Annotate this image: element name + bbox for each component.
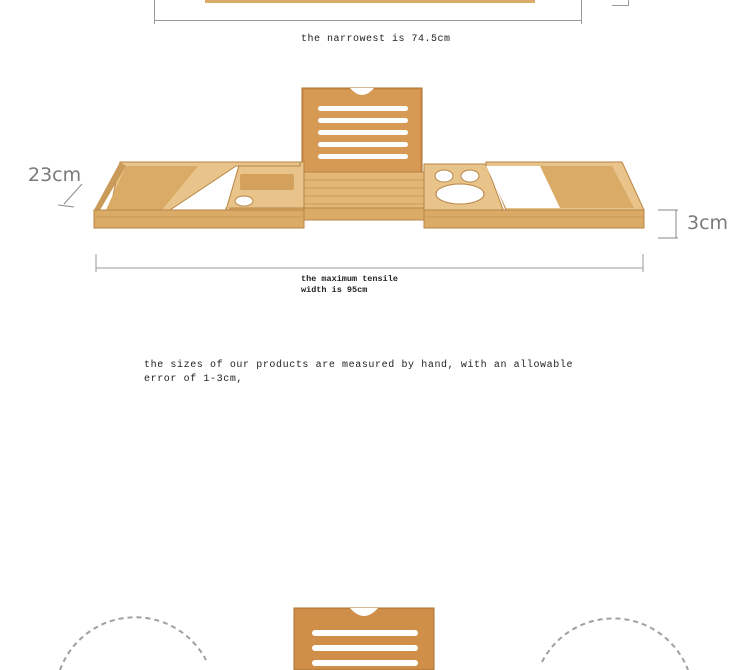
right-dashed-circle — [542, 618, 688, 670]
measurement-note-line1: the sizes of our products are measured by hand, with an allowable — [144, 360, 574, 371]
depth-label: 23cm — [28, 164, 82, 186]
depth-indicator-tick — [58, 205, 74, 207]
max-width-caption — [301, 274, 398, 296]
measurement-note-line2: error of 1-3cm, — [144, 374, 244, 385]
max-width-caption-line1: the maximum tensile — [301, 274, 398, 284]
narrowest-caption: the narrowest is 74.5cm — [301, 34, 451, 45]
left-dashed-circle — [60, 617, 206, 670]
bath-tray-drawing — [0, 0, 750, 300]
max-width-caption-line2: width is 95cm — [301, 285, 368, 295]
height-label: 3cm — [687, 212, 729, 234]
measurement-note — [144, 359, 573, 387]
bottom-backrest — [294, 608, 434, 670]
depth-indicator-line — [64, 184, 82, 204]
tablet-backrest — [302, 88, 422, 174]
bottom-drawing — [0, 590, 750, 670]
